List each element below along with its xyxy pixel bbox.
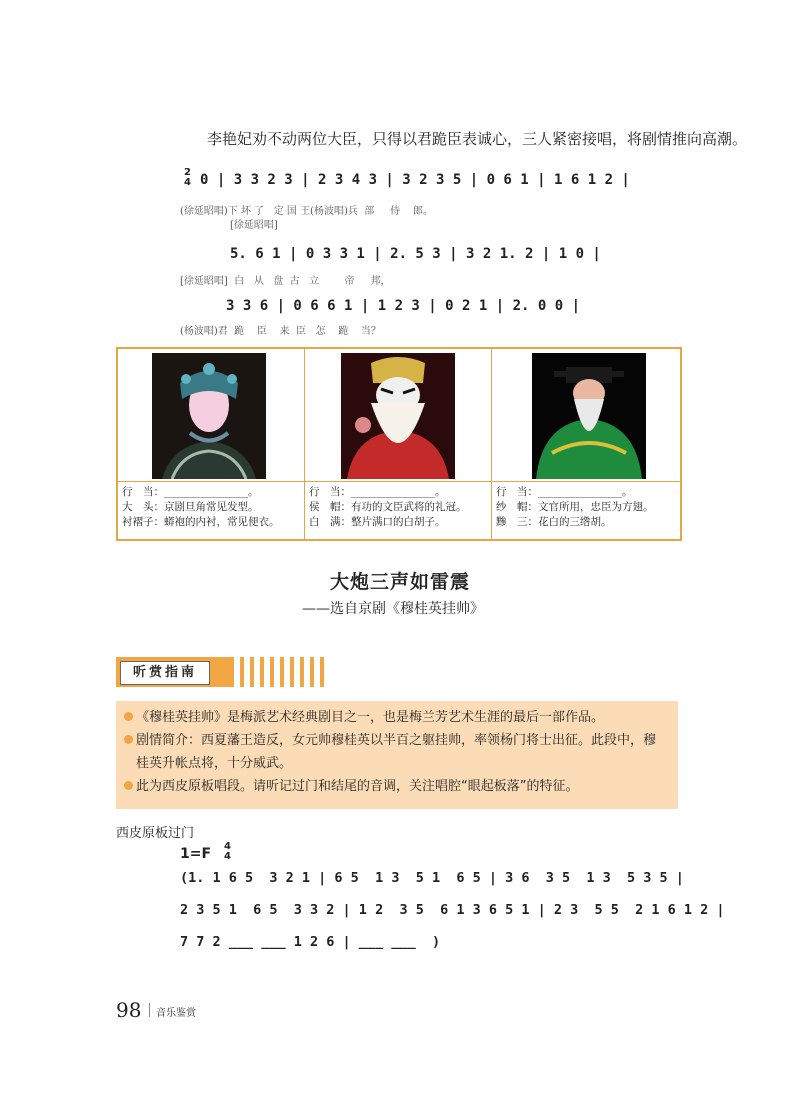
guide-stripes [240, 657, 330, 687]
page-number: 98 [116, 998, 142, 1022]
time-signature: 4 4 [224, 841, 231, 862]
guide-header [116, 657, 336, 687]
cast-line: 纱 帽：文官所用，忠臣为方翅。 [496, 501, 654, 513]
time-sig-bottom: 4 [184, 177, 191, 188]
cast-caption [309, 485, 487, 530]
intro-text: 李艳妃劝不动两位大臣，只得以君跪臣表诚心，三人紧密接唱，将剧情推向高潮。 [207, 130, 748, 148]
guide-label-box [116, 657, 234, 687]
cast-column [305, 349, 492, 539]
section-label: 西皮原板过门 [116, 826, 195, 841]
bullet-icon [124, 712, 133, 721]
guide-item: 桂英升帐点将，十分威武。 [136, 756, 293, 771]
score-row: (1. 1 6 5 3 2 1 | 6 5 1 3 5 1 6 5 | 3 6 3 5 1 3 5 3 5 | [180, 870, 684, 886]
bullet-icon [124, 735, 133, 744]
cast-line: 行 当：________________。 [309, 486, 446, 498]
cast-line: 黪 三：花白的三绺胡。 [496, 516, 612, 528]
guide-item: 剧情简介：西夏藩王造反，女元帅穆桂英以半百之躯挂帅，率领杨门将士出征。此段中，穆 [124, 729, 670, 752]
cast-line: 行 当：________________。 [496, 486, 633, 498]
cast-caption [122, 485, 300, 530]
guide-label: 听赏指南 [132, 665, 197, 680]
guide-item: 此为西皮原板唱段。请听记过门和结尾的音调，关注唱腔“眼起板落”的特征。 [124, 775, 670, 798]
score-2 [180, 840, 725, 960]
cast-line: 侯 帽：有功的文臣武将的礼冠。 [309, 501, 467, 513]
score-row: 0 | 3 3 2 3 | 2 3 4 3 | 3 2 3 5 | 0 6 1 | 1 6 1 2 | [200, 172, 630, 188]
song-subtitle: ——选自京剧《穆桂英挂帅》 [302, 601, 484, 617]
key-signature: 1=F [180, 846, 212, 862]
lao-sheng-role-portrait-icon [532, 353, 646, 479]
score-row: 3 3 6 | 0 6 6 1 | 1 2 3 | 0 2 1 | 2. 0 0 | [226, 298, 581, 314]
score-lyric: (徐延昭唱)下 坏 了 定 国 王(杨波唱)兵 部 侍 郎。 [180, 206, 433, 217]
cast-table [116, 347, 682, 541]
score-lyric: (杨波唱)君 跪 臣 来 臣 怎 跪 当？ [180, 326, 381, 337]
jing-role-portrait-icon [341, 353, 455, 479]
cast-column [118, 349, 305, 539]
dan-role-portrait-icon [152, 353, 266, 479]
score-1 [180, 166, 640, 346]
cast-line: 大 头：京剧旦角常见发型。 [122, 501, 259, 513]
song-title: 大炮三声如雷震 [329, 571, 470, 593]
cast-line: 衬褶子：蟒袍的内衬，常见便衣。 [122, 516, 280, 528]
book-title: 音乐鉴赏 [156, 1008, 196, 1019]
score-row: 7 7 2 ___ ___ 1 2 6 | ___ ___ ) [180, 934, 441, 950]
score-lyric: [徐延昭唱] 白 从 盘 古 立 帝 邦， [180, 276, 391, 287]
cast-line: 白 满：整片满口的白胡子。 [309, 516, 446, 528]
guide-item: 《穆桂英挂帅》是梅派艺术经典剧目之一，也是梅兰芳艺术生涯的最后一部作品。 [124, 706, 670, 729]
footer-divider [149, 1003, 150, 1017]
score-row: 5. 6 1 | 0 3 3 1 | 2. 5 3 | 3 2 1. 2 | 1 0 | [230, 246, 601, 262]
time-signature [184, 168, 191, 188]
score-lyric-extra: [徐延昭唱] [230, 220, 278, 231]
time-sig-top: 2 [184, 167, 191, 178]
cast-line: 行 当：________________。 [122, 486, 259, 498]
bullet-icon [124, 781, 133, 790]
cast-column [492, 349, 680, 539]
score-row: 2 3 5 1 6 5 3 3 2 | 1 2 3 5 6 1 3 6 5 1 | 2 3 5 5 2 1 6 1 2 | [180, 902, 725, 918]
cast-caption [496, 485, 676, 530]
listening-guide [116, 701, 678, 809]
